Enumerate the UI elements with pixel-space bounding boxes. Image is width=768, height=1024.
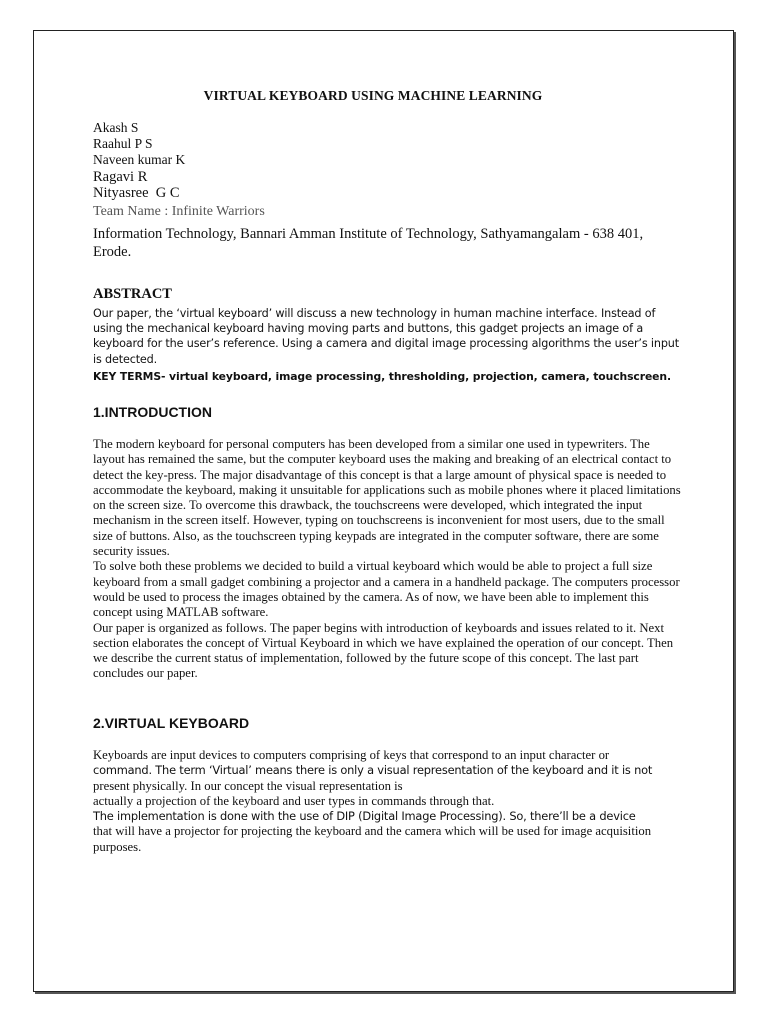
introduction-body [93, 437, 683, 682]
paragraph: The modern keyboard for personal computers has been developed from a similar one used in typewriters. The layout has remained the same, but the computer keyboard uses the making and breaking of an electrical contact to detect the key-press. The major disadvantage of this concept is that a large amount of physical space is needed to accommodate the keyboard, making it unsuitable for applications such as mobile phones where it placed limitations on the screen size. To overcome this drawback, the touchscreens were developed, which integrated the input mechanism in the screen itself. However, typing on touchscreens is inconvenient for most users, due to the small size of buttons. Also, as the touchscreen typing keypads are integrated in the computer software, there are some security issues. [93, 437, 681, 559]
virtual-keyboard-heading: 2.VIRTUAL KEYBOARD [93, 715, 250, 731]
author-name: Akash S [93, 120, 139, 135]
introduction-heading: 1.INTRODUCTION [93, 404, 212, 420]
paper-title: VIRTUAL KEYBOARD USING MACHINE LEARNING [203, 88, 543, 103]
paragraph: that will have a projector for projecting the keyboard and the camera which will be used for image acquisition purposes. [93, 824, 652, 854]
paragraph: To solve both these problems we decided to build a virtual keyboard which would be able to project a full size keyboard from a small gadget combining a projector and a camera in a handheld package. The computers processor would be used to process the images obtained by the camera. As of now, we have been able to implement this concept using MATLAB software. [93, 559, 680, 620]
author-name: Raahul P S [93, 136, 153, 152]
abstract-heading: ABSTRACT [93, 286, 172, 302]
author-name: Ragavi R [93, 168, 148, 185]
paragraph: Our paper is organized as follows. The paper begins with introduction of keyboards and issues related to it. Next section elaborates the concept of Virtual Keyboard in which we have explained the operation of our concept. Then we describe the current status of implementation, followed by the future scope of this concept. The last part concludes our paper. [93, 620, 674, 681]
key-terms: KEY TERMS- virtual keyboard, image processing, thresholding, projection, camera, touchscreen. [93, 370, 671, 383]
author-name: Nityasree G C [93, 184, 180, 201]
paragraph-line: present physically. In our concept the visual representation is [93, 778, 403, 793]
paragraph-line: The implementation is done with the use of DIP (Digital Image Processing). So, there’ll be a device [93, 809, 636, 824]
paragraph-line: Keyboards are input devices to computers comprising of keys that correspond to an input character or [93, 748, 610, 762]
author-list [93, 120, 185, 201]
team-name: Team Name : Infinite Warriors [93, 204, 265, 219]
paragraph-line: command. The term ‘Virtual’ means there is only a visual representation of the keyboard and it is not [93, 763, 653, 778]
virtual-keyboard-body [93, 748, 683, 855]
author-name: Naveen kumar K [93, 152, 186, 168]
affiliation: Information Technology, Bannari Amman Institute of Technology, Sathyamangalam - 638 401, Erode. [93, 226, 644, 260]
paragraph: actually a projection of the keyboard and user types in commands through that. [93, 793, 495, 808]
abstract-text: Our paper, the ‘virtual keyboard’ will discuss a new technology in human machine interface. Instead of using the mechanical keyboard having moving parts and buttons, this gadget projects an image of a keyboard for the user’s reference. Using a camera and digital image processing algorithms the user’s input is detected. [93, 307, 679, 366]
